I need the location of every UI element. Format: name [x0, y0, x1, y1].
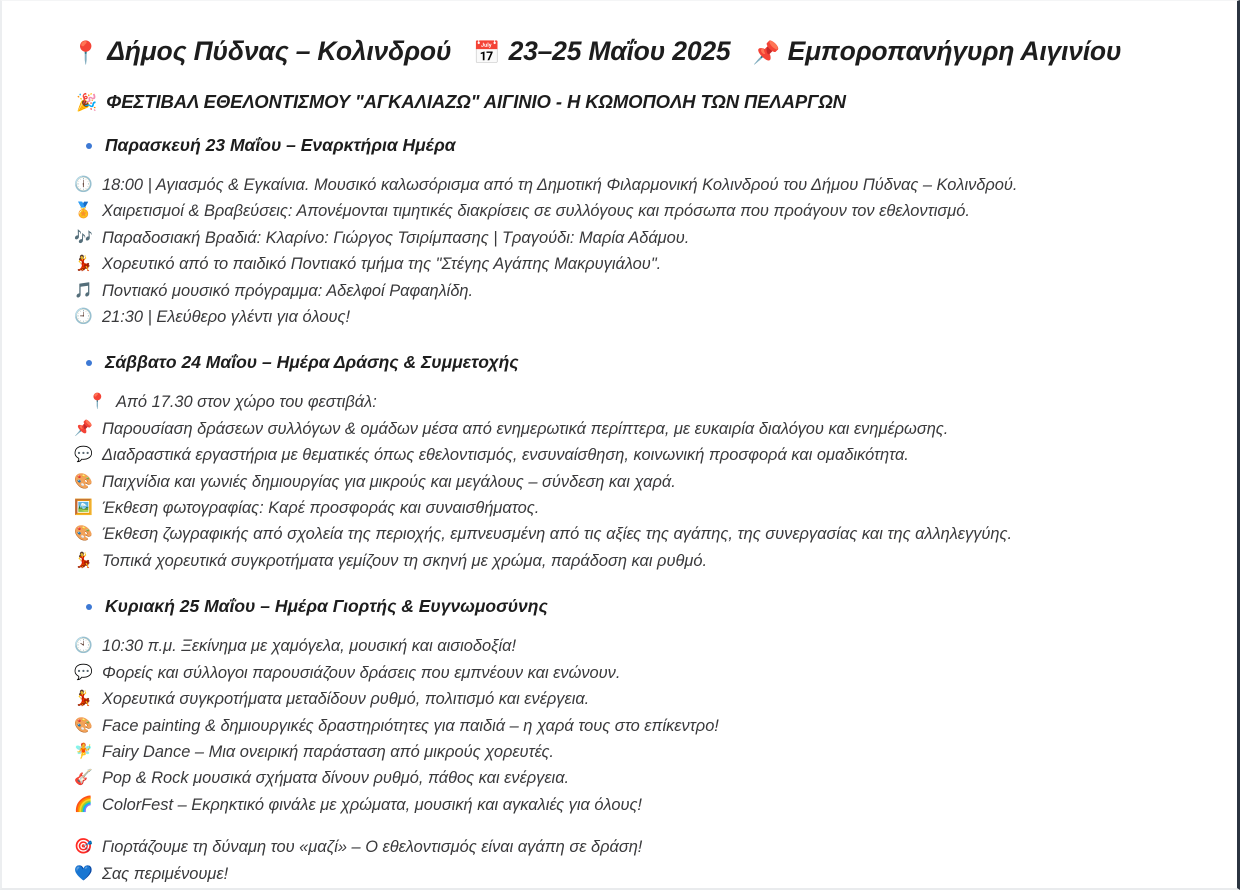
program-item-text: Έκθεση φωτογραφίας: Καρέ προσφοράς και συναισθήματος. — [102, 499, 540, 518]
day-section — [64, 574, 1217, 818]
speech-balloon-icon: 💬 — [74, 663, 93, 681]
day-heading-text: Παρασκευή 23 Μαΐου – Εναρκτήρια Ημέρα — [105, 135, 456, 155]
location-pin-icon: 📍 — [72, 39, 100, 65]
program-item-text: Φορείς και σύλλογοι παρουσιάζουν δράσεις που εμπνέουν και ενώνουν. — [102, 663, 621, 682]
fairy-icon: 🧚 — [74, 742, 93, 760]
palette-icon: 🎨 — [74, 472, 93, 490]
program-item — [74, 521, 1217, 547]
confetti-icon: 🎉 — [76, 92, 98, 112]
program-item-text: Face painting & δημιουργικές δραστηριότητες για παιδιά – η χαρά τους στο επίκεντρο! — [102, 716, 719, 735]
music-note-icon: 🎵 — [74, 281, 93, 299]
program-item — [74, 278, 1217, 304]
day-section — [64, 330, 1217, 574]
title-segment — [752, 36, 1121, 67]
outro-item-text: Γιορτάζουμε τη δύναμη του «μαζί» – Ο εθελοντισμός είναι αγάπη σε δράση! — [102, 838, 643, 857]
day-item-list — [64, 633, 1217, 818]
outro-item — [74, 861, 1217, 887]
day-heading — [86, 352, 1217, 373]
day-item-list — [64, 389, 1217, 574]
program-item — [74, 713, 1217, 739]
dancer-icon: 💃 — [74, 690, 93, 708]
clock-icon: 🕙 — [74, 637, 93, 655]
program-item — [74, 251, 1217, 277]
target-icon: 🎯 — [74, 838, 93, 856]
program-item — [74, 765, 1217, 791]
pushpin-icon: 📌 — [74, 419, 93, 437]
location-pin-icon: 📍 — [88, 393, 107, 411]
festival-subtitle-text: ΦΕΣΤΙΒΑΛ ΕΘΕΛΟΝΤΙΣΜΟΥ "ΑΓΚΑΛΙΑΖΩ" ΑΙΓΙΝΙΟ - Η ΚΩΜΟΠΟΛΗ ΤΩΝ ΠΕΛΑΡΓΩΝ — [106, 91, 846, 112]
program-item-text: Τοπικά χορευτικά συγκροτήματα γεμίζουν τη σκηνή με χρώμα, παράδοση και ρυθμό. — [102, 551, 707, 570]
palette-icon: 🎨 — [74, 525, 93, 543]
medal-icon: 🏅 — [74, 202, 93, 220]
day-section — [64, 135, 1217, 330]
program-item-text: Παραδοσιακή Βραδιά: Κλαρίνο: Γιώργος Τσιρίμπασης | Τραγούδι: Μαρία Αδάμου. — [102, 228, 690, 247]
title-segment-text: Δήμος Πύδνας – Κολινδρού — [107, 35, 452, 66]
speech-balloon-icon: 💬 — [74, 446, 93, 464]
program-item-text: Διαδραστικά εργαστήρια με θεματικές όπως εθελοντισμός, ενσυναίσθηση, κοινωνική προσφορά και ομαδικότητα. — [102, 446, 909, 465]
program-item — [74, 225, 1217, 251]
day-heading — [86, 135, 1217, 156]
bullet-icon — [86, 360, 92, 366]
program-item-text: Παρουσίαση δράσεων συλλόγων & ομάδων μέσα από ενημερωτικά περίπτερα, με ευκαιρία διαλόγου και ενημέρωσης. — [102, 419, 949, 438]
bullet-icon — [86, 604, 92, 610]
program-item-text: 18:00 | Αγιασμός & Εγκαίνια. Μουσικό καλωσόρισμα από τη Δημοτική Φιλαρμονική Κολινδρού του Δήμου Πύδνας – Κολινδρού. — [102, 176, 1018, 194]
festival-subtitle — [76, 91, 1217, 113]
program-item — [74, 660, 1217, 686]
clock-icon: 🕘 — [74, 308, 93, 326]
program-content — [64, 29, 1217, 887]
outro-item-text: Σας περιμένουμε! — [102, 864, 229, 883]
pushpin-icon: 📌 — [752, 39, 780, 65]
program-item-text: 21:30 | Ελεύθερο γλέντι για όλους! — [102, 308, 351, 327]
program-item — [74, 304, 1217, 330]
dancer-icon: 💃 — [74, 255, 93, 273]
program-item-text: Χορευτικά συγκροτήματα μεταδίδουν ρυθμό, πολιτισμό και ενέργεια. — [102, 690, 590, 709]
rainbow-icon: 🌈 — [74, 795, 93, 813]
page-title — [72, 29, 1217, 73]
title-segment — [72, 36, 451, 67]
program-item — [88, 389, 1217, 415]
day-heading-text: Σάββατο 24 Μαΐου – Ημέρα Δράσης & Συμμετοχής — [105, 352, 519, 373]
program-item — [74, 469, 1217, 495]
day-item-list — [64, 172, 1217, 330]
guitar-icon: 🎸 — [74, 769, 93, 787]
palette-icon: 🎨 — [74, 716, 93, 734]
program-item-text: Ποντιακό μουσικό πρόγραμμα: Αδελφοί Ραφαηλίδη. — [102, 281, 474, 300]
program-item — [74, 548, 1217, 574]
program-item-text: Pop & Rock μουσικά σχήματα δίνουν ρυθμό, πάθος και ενέργεια. — [102, 769, 570, 788]
clock-icon: 🕕 — [74, 176, 93, 193]
program-item — [74, 495, 1217, 521]
music-notes-icon: 🎶 — [74, 228, 93, 246]
program-item-text: Χορευτικό από το παιδικό Ποντιακό τμήμα της "Στέγης Αγάπης Μακρυγιάλου". — [102, 255, 662, 274]
dancer-icon: 💃 — [74, 551, 93, 569]
program-item — [74, 416, 1217, 442]
outro-item — [74, 834, 1217, 860]
program-item — [74, 739, 1217, 765]
program-item-text: Fairy Dance – Μια ονειρική παράσταση από μικρούς χορευτές. — [102, 742, 554, 761]
program-item — [74, 633, 1217, 659]
calendar-icon: 📅 — [473, 39, 501, 65]
day-sections — [64, 135, 1217, 818]
outro-lines — [64, 834, 1217, 887]
program-item-text: 10:30 π.μ. Ξεκίνημα με χαμόγελα, μουσική και αισιοδοξία! — [102, 637, 517, 656]
program-item — [74, 442, 1217, 468]
program-item — [74, 172, 1217, 198]
program-item-text: Έκθεση ζωγραφικής από σχολεία της περιοχής, εμπνευσμένη από τις αξίες της αγάπης, της συνεργασίας και της αλληλεγγύης. — [102, 525, 1013, 544]
blue-heart-icon: 💙 — [74, 864, 93, 882]
program-item — [74, 792, 1217, 818]
program-item-text: Από 17.30 στον χώρο του φεστιβάλ: — [116, 393, 377, 412]
title-segment-text: Εμποροπανήγυρη Αιγινίου — [787, 35, 1122, 66]
bullet-icon — [86, 143, 92, 149]
title-segment-text: 23–25 Μαΐου 2025 — [508, 35, 731, 66]
program-item — [74, 198, 1217, 224]
program-item-text: ColorFest – Εκρηκτικό φινάλε με χρώματα, μουσική και αγκαλιές για όλους! — [102, 795, 642, 814]
day-heading — [86, 596, 1217, 617]
program-item — [74, 686, 1217, 712]
program-item-text: Παιχνίδια και γωνιές δημιουργίας για μικρούς και μεγάλους – σύνδεση και χαρά. — [102, 472, 676, 491]
framed-picture-icon: 🖼️ — [74, 499, 93, 517]
day-heading-text: Κυριακή 25 Μαΐου – Ημέρα Γιορτής & Ευγνωμοσύνης — [105, 596, 548, 617]
title-segment — [473, 36, 730, 67]
program-item-text: Χαιρετισμοί & Βραβεύσεις: Απονέμονται τιμητικές διακρίσεις σε συλλόγους και πρόσωπα που προάγουν τον εθελοντισμό. — [102, 202, 970, 221]
